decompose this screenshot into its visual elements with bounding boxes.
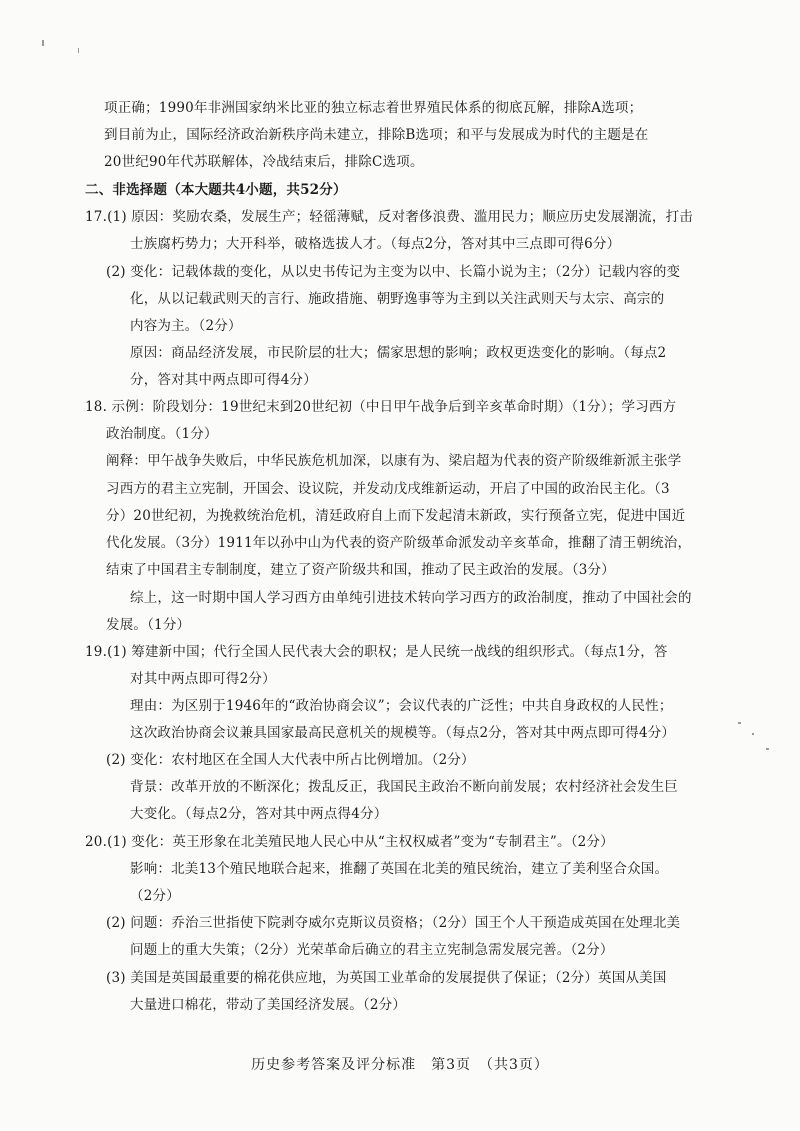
text-line: 结束了中国君主专制制度，建立了资产阶级共和国，推动了民主政治的发展。（3分）: [106, 562, 615, 578]
text-line: 19.(1) 筹建新中国；代行全国人民代表大会的职权；是人民统一战线的组织形式。（每点1分，答: [85, 644, 668, 660]
text-line: 这次政治协商会议兼具国家最高民意机关的规模等。（每点2分，答对其中两点即可得4分）: [130, 725, 676, 741]
page-footer: 历史参考答案及评分标准 第3页 （共3页）: [251, 1057, 549, 1073]
section-heading: 二、非选择题（本大题共4小题，共52分）: [85, 182, 347, 198]
text-line: 综上，这一时期中国人学习西方由单纯引进技术转向学习西方的政治制度，推动了中国社会的: [130, 590, 692, 606]
text-line: 原因：商品经济发展，市民阶层的壮大；儒家思想的影响；政权更迭变化的影响。（每点2: [130, 345, 667, 361]
text-line: (2) 变化：农村地区在全国人大代表中所占比例增加。（2分）: [106, 752, 475, 768]
text-line: 大变化。（每点2分，答对其中两点得4分）: [130, 806, 388, 822]
text-line: 大量进口棉花，带动了美国经济发展。（2分）: [130, 997, 407, 1013]
text-line: 背景：改革开放的不断深化；拨乱反正，我国民主政治不断向前发展；农村经济社会发生巨: [130, 779, 678, 795]
text-line: 分）20世纪初，为挽救统治危机，清廷政府自上而下发起清末新政，实行预备立宪，促进中国近: [106, 508, 686, 524]
text-line: 士族腐朽势力；大开科举，破格选拔人才。（每点2分，答对其中三点即可得6分）: [130, 236, 621, 252]
text-line: 习西方的君主立宪制，开国会、设议院，并发动戊戌维新运动，开启了中国的政治民主化。（3: [106, 481, 670, 497]
text-line: 对其中两点即可得2分）: [130, 671, 276, 687]
text-line: 18. 示例：阶段划分：19世纪末到20世纪初（中日甲午战争后到辛亥革命时期）（1分）；学习西方: [85, 399, 677, 415]
scan-speck: [78, 48, 79, 53]
text-line: 内容为主。（2分）: [130, 318, 242, 334]
text-line: 化，从以记载武则天的言行、施政措施、朝野逸事等为主到以关注武则天与太宗、高宗的: [130, 291, 665, 307]
text-line: （2分）: [130, 888, 180, 904]
text-line: 20世纪90年代苏联解体，冷战结束后，排除C选项。: [104, 154, 424, 170]
scan-speck: [738, 722, 741, 724]
text-line: (2) 问题：乔治三世指使下院剥夺威尔克斯议员资格；（2分）国王个人干预造成英国在处理北美: [106, 915, 681, 931]
scan-speck: [42, 40, 44, 46]
text-line: (3) 美国是英国最重要的棉花供应地，为英国工业革命的发展提供了保证；（2分）英国从美国: [106, 970, 667, 986]
scan-speck: [766, 748, 769, 750]
text-line: 分，答对其中两点即可得4分）: [130, 372, 317, 388]
text-line: 问题上的重大失策；（2分）光荣革命后确立的君主立宪制急需发展完善。（2分）: [130, 942, 614, 958]
text-line: 发展。（1分）: [106, 617, 191, 633]
text-line: 代化发展。（3分）1911年以孙中山为代表的资产阶级革命派发动辛亥革命，推翻了清王朝统治，: [106, 535, 692, 551]
text-line: 到目前为止，国际经济政治新秩序尚未建立，排除B选项；和平与发展成为时代的主题是在: [104, 127, 649, 143]
text-line: 影响：北美13个殖民地联合起来，推翻了英国在北美的殖民统治，建立了美利坚合众国。: [130, 861, 669, 877]
text-line: 阐释：甲午战争失败后，中华民族危机加深，以康有为、梁启超为代表的资产阶级维新派主张学: [106, 453, 682, 469]
scan-speck: [752, 733, 754, 735]
text-line: 理由：为区别于1946年的“政治协商会议”；会议代表的广泛性；中共自身政权的人民性；: [130, 698, 673, 714]
text-line: 17.(1) 原因：奖励农桑，发展生产；轻徭薄赋，反对奢侈浪费、滥用民力；顺应历史发展潮流，打击: [85, 209, 693, 225]
text-line: 20.(1) 变化：英王形象在北美殖民地人民心中从“主权权威者”变为“专制君主”。（2分）: [85, 834, 614, 850]
text-line: 政治制度。（1分）: [106, 426, 218, 442]
text-line: 项正确；1990年非洲国家纳米比亚的独立标志着世界殖民体系的彻底瓦解，排除A选项；: [104, 100, 643, 116]
text-line: (2) 变化：记载体裁的变化，从以史书传记为主变为以中、长篇小说为主；（2分）记载内容的变: [106, 264, 681, 280]
